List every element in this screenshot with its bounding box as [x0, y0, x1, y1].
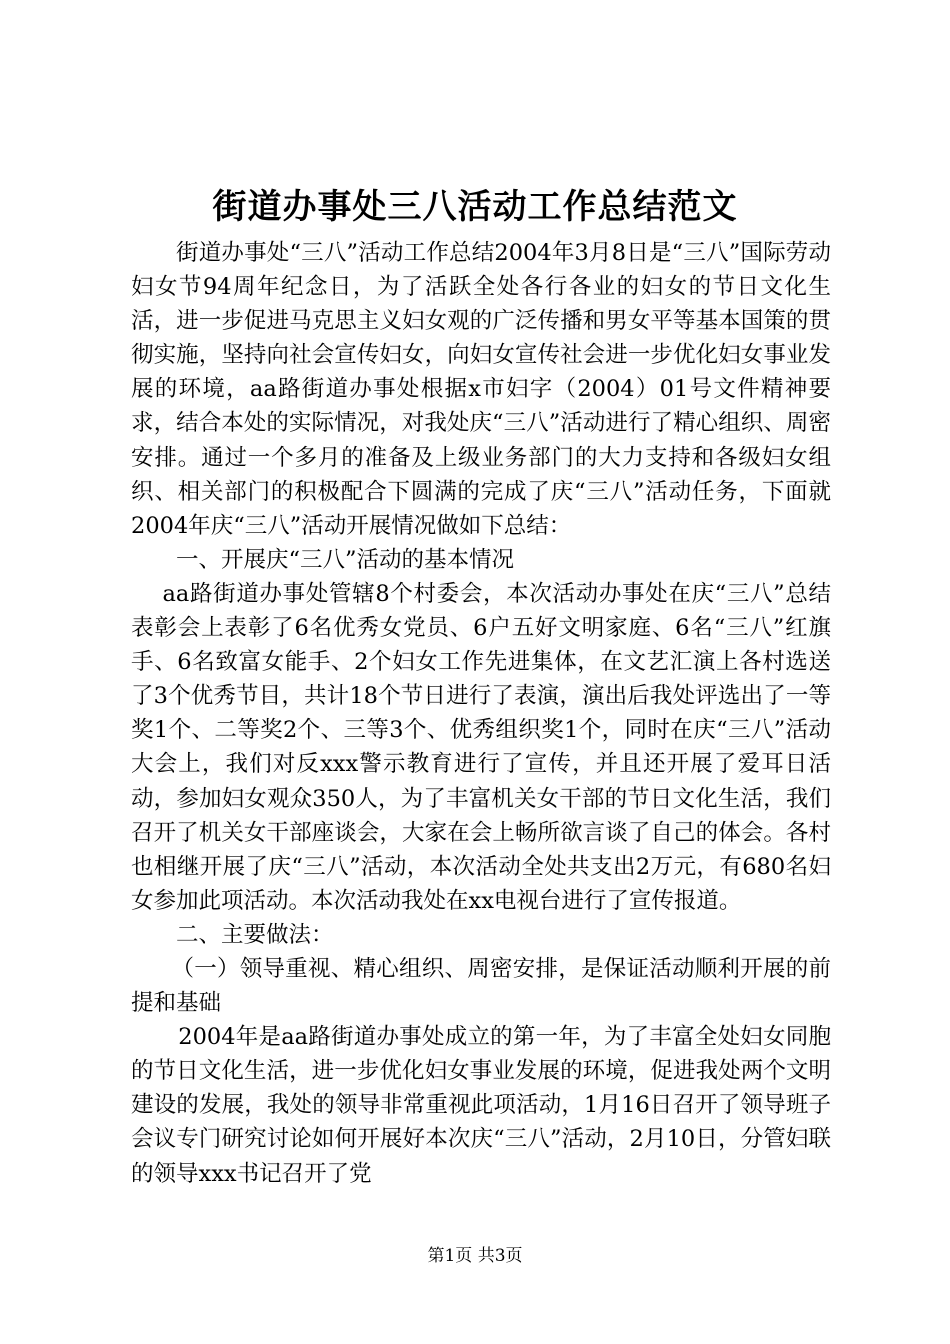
document-body — [131, 236, 831, 1191]
paragraph-basic-situation: aa路街道办事处管辖8个村委会，本次活动办事处在庆“三八”总结表彰会上表彰了6名优秀女党员、6户五好文明家庭、6名“三八”红旗手、6名致富女能手、2个妇女工作先进集体，在文艺汇演上各村选送了3个优秀节目，共计18个节日进行了表演，演出后我处评选出了一等奖1个、二等奖2个、三等3个、优秀组织奖1个，同时在庆“三八”活动大会上，我们对反xxx警示教育进行了宣传，并且还开展了爱耳日活动，参加妇女观众350人，为了丰富机关女干部的节日文化生活，我们召开了机关女干部座谈会，大家在会上畅所欲言谈了自己的体会。各村也相继开展了庆“三八”活动，本次活动全处共支出2万元，有680名妇女参加此项活动。本次活动我处在xx电视台进行了宣传报道。 — [131, 580, 831, 914]
document-title: 街道办事处三八活动工作总结范文 — [212, 187, 738, 227]
subsection-heading-leadership: （一）领导重视、精心组织、周密安排，是保证活动顺利开展的前提和基础 — [131, 955, 831, 1017]
page-footer: 第1页 共3页 — [427, 1246, 523, 1266]
section-heading-main-practices: 二、主要做法： — [176, 921, 334, 948]
paragraph-leadership: 2004年是aa路街道办事处成立的第一年，为了丰富全处妇女同胞的节日文化生活，进一步优化妇女事业发展的环境，促进我处两个文明建设的发展，我处的领导非常重视此项活动，1月16日召开了领导班子会议专门研究讨论如何开展好本次庆“三八”活动，2月10日，分管妇联的领导xxx书记召开了党 — [131, 1024, 831, 1187]
paragraph-intro: 街道办事处“三八”活动工作总结2004年3月8日是“三八”国际劳动妇女节94周年纪念日，为了活跃全处各行各业的妇女的节日文化生活，进一步促进马克思主义妇女观的广泛传播和男女平等基本国策的贯彻实施，坚持向社会宣传妇女，向妇女宣传社会进一步优化妇女事业发展的环境，aa路街道办事处根据x市妇字（2004）01号文件精神要求，结合本处的实际情况，对我处庆“三八”活动进行了精心组织、周密安排。通过一个多月的准备及上级业务部门的大力支持和各级妇女组织、相关部门的积极配合下圆满的完成了庆“三八”活动任务，下面就2004年庆“三八”活动开展情况做如下总结： — [131, 240, 831, 539]
section-heading-basic-situation: 一、开展庆“三八”活动的基本情况 — [176, 546, 515, 573]
